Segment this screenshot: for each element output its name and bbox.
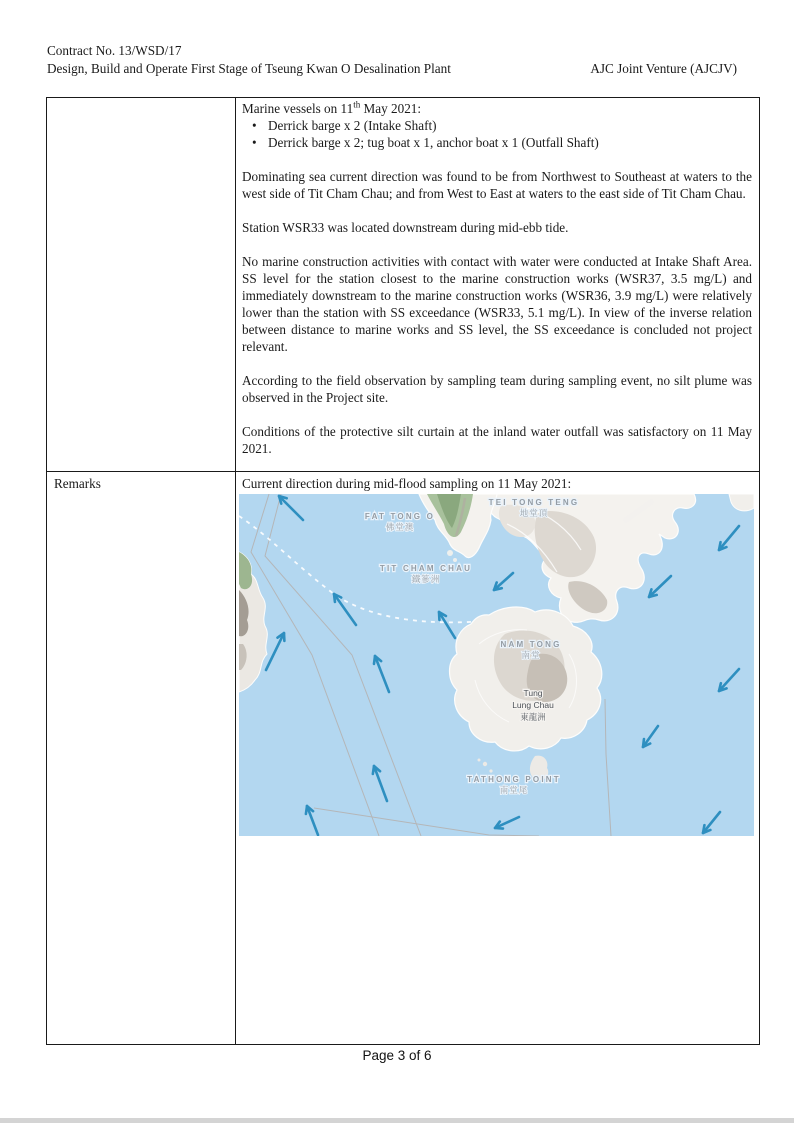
paragraph-silt-curtain: Conditions of the protective silt curtain at the inland water outfall was satisfactory on 11 May 2021.: [242, 424, 752, 456]
remarks-label: Remarks: [54, 476, 101, 491]
island-label: Tung: [523, 688, 543, 698]
document-header: [47, 42, 737, 78]
list-item: • Derrick barge x 2; tug boat x 1, anchor boat x 1 (Outfall Shaft): [242, 134, 752, 151]
table-row: [47, 98, 759, 472]
map-place-label-zh: 地堂頂: [519, 508, 549, 518]
report-table: [46, 97, 760, 1045]
map-image: [239, 494, 754, 836]
list-item: • Derrick barge x 2 (Intake Shaft): [242, 117, 752, 134]
island-label: 東龍洲: [520, 712, 546, 722]
map-place-label: TEI TONG TENG: [488, 498, 580, 507]
project-title: Design, Build and Operate First Stage of Tseung Kwan O Desalination Plant: [47, 61, 451, 76]
map-place-label-zh: 佛堂澳: [385, 522, 415, 532]
map-place-label: TATHONG POINT: [467, 775, 561, 784]
current-direction-map: [239, 494, 754, 836]
paragraph-current-direction: Dominating sea current direction was found to be from Northwest to Southeast at waters to the west side of Tit Cham Chau; and from West to East at waters to the east side of Tit Cham Chau.: [242, 169, 752, 201]
remarks-content-cell: [236, 472, 759, 1044]
map-place-label: FAT TONG O: [364, 512, 436, 521]
table-row: [47, 472, 759, 1044]
island-label: Lung Chau: [512, 700, 554, 710]
map-place-label: TIT CHAM CHAU: [379, 564, 473, 573]
row1-label-cell: [47, 98, 236, 471]
bottom-strip: [0, 1118, 794, 1123]
map-place-label-zh: 南堂: [521, 650, 541, 660]
remarks-label-cell: [47, 472, 236, 1044]
page-number: Page 3 of 6: [362, 1048, 432, 1063]
row1-content-cell: [236, 98, 759, 471]
map-place-label-zh: 鐵篸洲: [411, 574, 441, 584]
page-footer: [0, 1048, 794, 1063]
paragraph-station: Station WSR33 was located downstream during mid-ebb tide.: [242, 220, 569, 235]
map-place-label-zh: 南堂尾: [499, 785, 529, 795]
organization: AJC Joint Venture (AJCJV): [590, 61, 737, 76]
map-place-label: NAM TONG: [500, 640, 562, 649]
marine-vessels-heading: Marine vessels on 11th May 2021:: [242, 99, 422, 116]
contract-number: Contract No. 13/WSD/17: [47, 43, 182, 58]
paragraph-field-observation: According to the field observation by sampling team during sampling event, no silt plume was observed in the Project site.: [242, 373, 752, 405]
map-caption: Current direction during mid-flood sampling on 11 May 2021:: [242, 476, 572, 491]
vessel-list: [242, 117, 752, 151]
paragraph-ss-levels: No marine construction activities with contact with water were conducted at Intake Shaft Area. SS level for the station closest to the marine construction works (WSR37, 3.5 mg/L) and immediately downstream to the marine construction works (WSR36, 3.9 mg/L) were relatively lower than the station with SS exceedance (WSR33, 5.1 mg/L). In view of the inverse relation between distance to marine works and SS level, the SS exceedance is concluded not project relevant.: [242, 254, 752, 354]
